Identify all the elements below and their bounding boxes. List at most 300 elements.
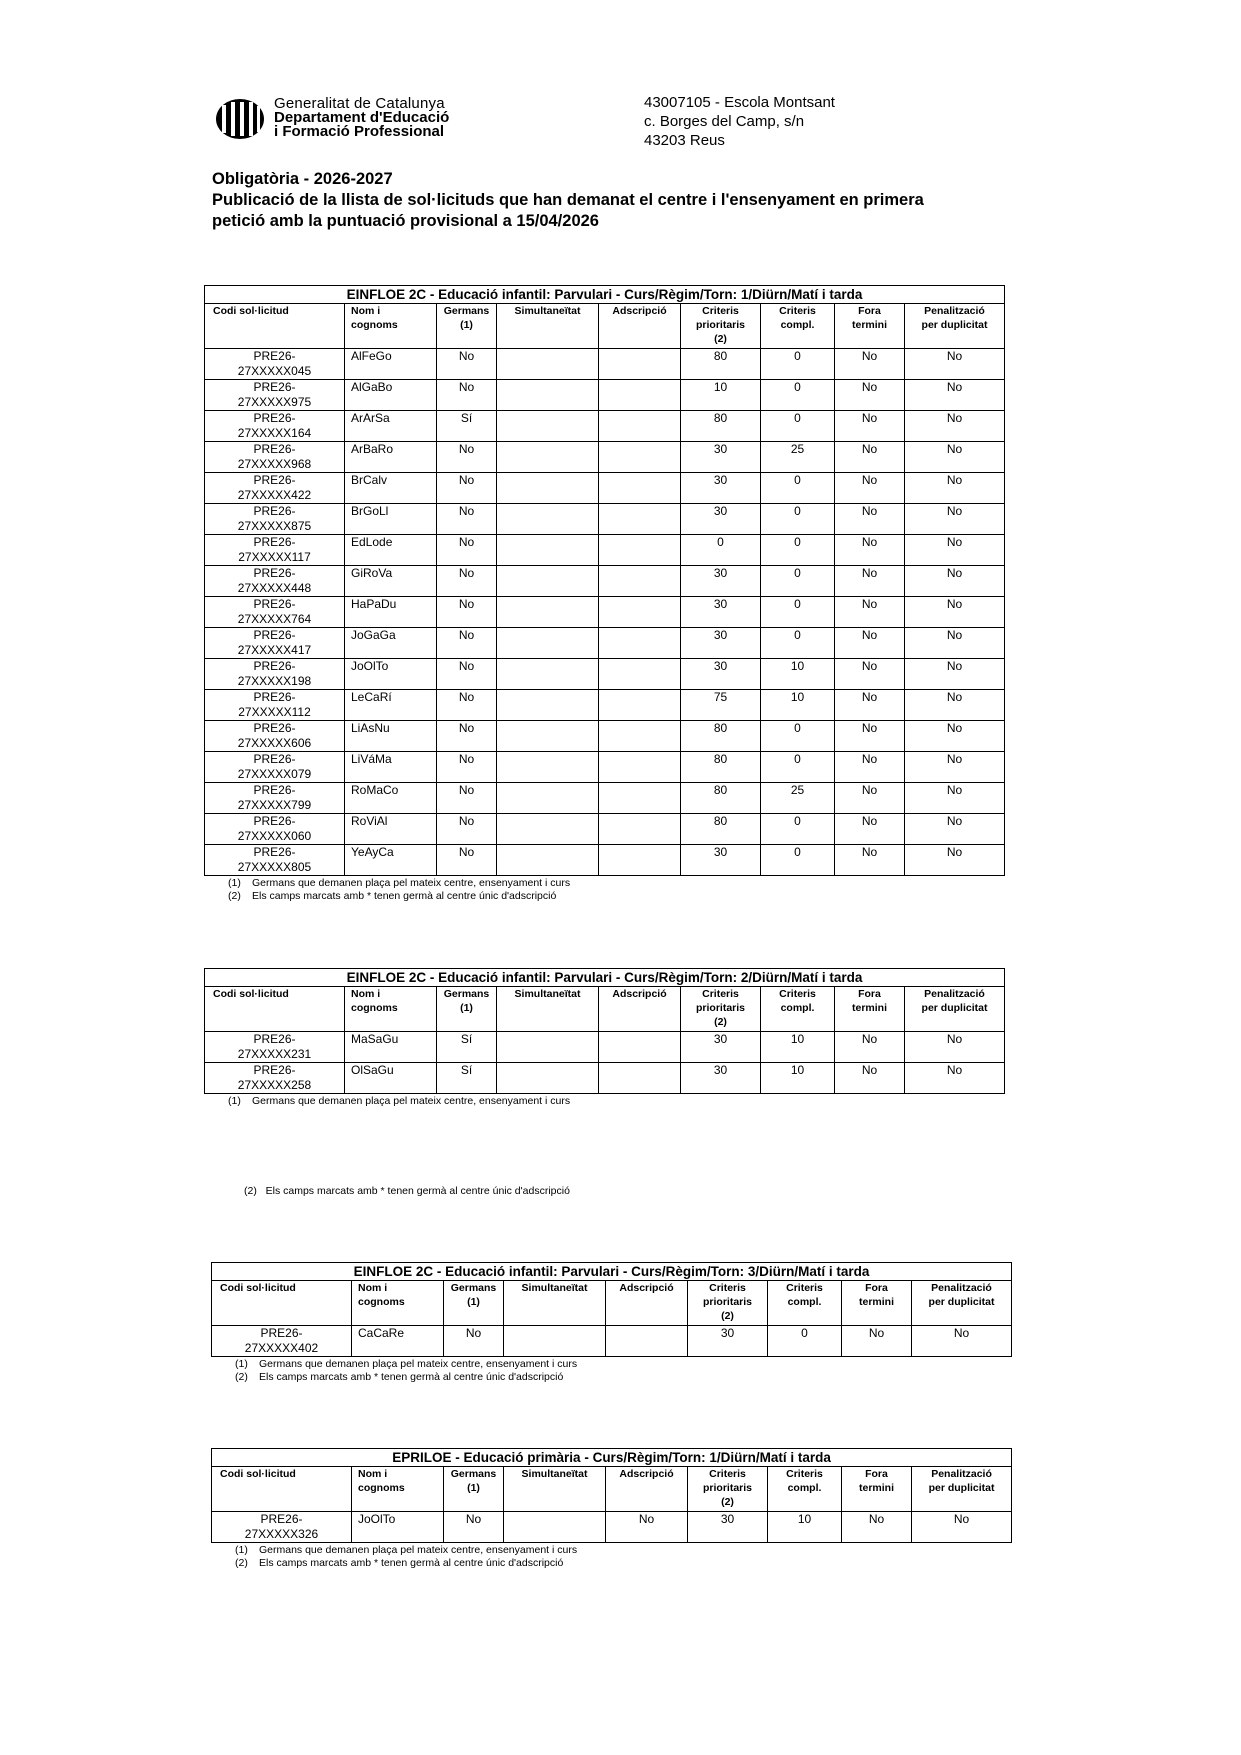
header-text: cognoms	[358, 1482, 405, 1494]
col-adscription	[599, 987, 681, 1032]
footnote-text: Germans que demanen plaça pel mateix centre, ensenyament i curs	[252, 1095, 571, 1107]
cell-name: GiRoVa	[345, 566, 437, 597]
header-text: Codi sol·licitud	[213, 305, 289, 317]
col-simultaneity	[497, 304, 599, 349]
header-text: Criteris	[786, 1282, 823, 1294]
cell-name: AlGaBo	[345, 380, 437, 411]
application-table	[211, 1262, 1012, 1357]
col-compl	[768, 1467, 842, 1512]
page-heading	[212, 169, 924, 232]
code-part-2: 27XXXXX975	[237, 395, 312, 409]
cell-siblings: No	[437, 721, 497, 752]
cell-adscription	[599, 597, 681, 628]
table-footnotes	[211, 1358, 1011, 1384]
cell-compl: 0	[761, 814, 835, 845]
header-text: termini	[851, 319, 887, 331]
table-row	[212, 1326, 1012, 1357]
cell-priority: 30	[681, 566, 761, 597]
table-row	[205, 690, 1005, 721]
col-penalty	[912, 1467, 1012, 1512]
col-late	[842, 1281, 912, 1326]
header-text: Penalització	[931, 1468, 992, 1480]
heading-line-3: petició amb la puntuació provisional a 15/04/2026	[212, 212, 599, 230]
cell-compl: 25	[761, 442, 835, 473]
table-row	[205, 845, 1005, 876]
cell-siblings: No	[437, 628, 497, 659]
code-part-2: 27XXXXX606	[237, 736, 312, 750]
col-simultaneity	[497, 987, 599, 1032]
col-code	[205, 304, 345, 349]
table-row	[205, 473, 1005, 504]
cell-late: No	[835, 1063, 905, 1094]
cell-simultaneity	[504, 1326, 606, 1357]
cell-name: EdLode	[345, 535, 437, 566]
cell-compl: 0	[761, 535, 835, 566]
code-part-2: 27XXXXX448	[237, 581, 312, 595]
generalitat-logo	[214, 97, 449, 141]
code-part-2: 27XXXXX799	[237, 798, 312, 812]
col-penalty	[912, 1281, 1012, 1326]
header-text: Nom i	[358, 1282, 388, 1294]
cell-penalty: No	[905, 380, 1005, 411]
cell-priority: 30	[681, 1032, 761, 1063]
code-part-2: 27XXXXX875	[237, 519, 312, 533]
footnote-1	[235, 1358, 1011, 1371]
header-text: prioritaris	[702, 1482, 752, 1494]
header-text: Criteris	[709, 1468, 746, 1480]
col-priority	[688, 1467, 768, 1512]
cell-simultaneity	[497, 535, 599, 566]
col-code	[212, 1281, 352, 1326]
header-text: prioritaris	[695, 1002, 745, 1014]
header-text: (1)	[460, 319, 473, 331]
footnote-1	[228, 877, 1004, 890]
cell-code	[205, 411, 345, 442]
cell-siblings: No	[437, 845, 497, 876]
cell-siblings: No	[437, 597, 497, 628]
school-address: c. Borges del Camp, s/n	[644, 113, 805, 130]
cell-name: ArBaRo	[345, 442, 437, 473]
code-part-2: 27XXXXX805	[237, 860, 312, 874]
cell-priority: 80	[681, 752, 761, 783]
footnote-2	[228, 890, 1004, 903]
table-row	[205, 1063, 1005, 1094]
code-part-1: PRE26-	[253, 845, 296, 859]
cell-late: No	[842, 1326, 912, 1357]
header-text: (2)	[721, 1310, 734, 1322]
code-part-2: 27XXXXX422	[237, 488, 312, 502]
cell-priority: 30	[681, 845, 761, 876]
cell-compl: 10	[761, 1063, 835, 1094]
header-text: Codi sol·licitud	[220, 1282, 296, 1294]
header-text: Germans	[443, 988, 490, 1000]
cell-simultaneity	[497, 411, 599, 442]
cell-simultaneity	[497, 1063, 599, 1094]
cell-compl: 0	[761, 628, 835, 659]
cell-simultaneity	[497, 814, 599, 845]
cell-late: No	[835, 504, 905, 535]
cell-late: No	[835, 783, 905, 814]
header-text: Criteris	[702, 988, 739, 1000]
cell-adscription: No	[606, 1512, 688, 1543]
code-part-1: PRE26-	[253, 690, 296, 704]
cell-name: ArArSa	[345, 411, 437, 442]
cell-priority: 30	[681, 504, 761, 535]
header-text: compl.	[787, 1296, 822, 1308]
cell-simultaneity	[497, 845, 599, 876]
cell-name: YeAyCa	[345, 845, 437, 876]
code-part-2: 27XXXXX402	[244, 1341, 319, 1355]
logo-line-1: Generalitat de Catalunya	[274, 95, 445, 112]
table-row	[205, 659, 1005, 690]
cell-late: No	[835, 752, 905, 783]
cell-priority: 80	[681, 814, 761, 845]
header-text: per duplicitat	[921, 1002, 988, 1014]
cell-compl: 0	[761, 473, 835, 504]
code-part-1: PRE26-	[253, 349, 296, 363]
cell-code	[205, 473, 345, 504]
cell-late: No	[835, 442, 905, 473]
footnote-number: (1)	[228, 1095, 241, 1107]
cell-late: No	[835, 535, 905, 566]
cell-adscription	[599, 690, 681, 721]
cell-code	[212, 1326, 352, 1357]
header-text: termini	[858, 1296, 894, 1308]
cell-adscription	[599, 349, 681, 380]
cell-siblings: No	[437, 442, 497, 473]
cell-code	[205, 1063, 345, 1094]
code-part-2: 27XXXXX117	[238, 550, 311, 564]
cell-code	[205, 690, 345, 721]
cell-adscription	[599, 504, 681, 535]
cell-priority: 30	[681, 628, 761, 659]
header-text: termini	[851, 1002, 887, 1014]
cell-siblings: Sí	[437, 1063, 497, 1094]
col-name	[345, 987, 437, 1032]
cell-name: LeCaRí	[345, 690, 437, 721]
cell-late: No	[835, 473, 905, 504]
cell-adscription	[606, 1326, 688, 1357]
cell-siblings: No	[437, 566, 497, 597]
code-part-2: 27XXXXX968	[237, 457, 312, 471]
cell-penalty: No	[905, 504, 1005, 535]
code-part-1: PRE26-	[260, 1326, 303, 1340]
col-compl	[768, 1281, 842, 1326]
cell-compl: 0	[761, 752, 835, 783]
table-row	[205, 535, 1005, 566]
footnote-2-standalone: (2) Els camps marcats amb * tenen germà al centre únic d'adscripció	[244, 1185, 570, 1197]
table-row	[205, 411, 1005, 442]
code-part-1: PRE26-	[253, 783, 296, 797]
header-text: (2)	[721, 1496, 734, 1508]
table-row	[205, 442, 1005, 473]
header-text: per duplicitat	[928, 1482, 995, 1494]
header-text: (2)	[714, 333, 727, 345]
cell-penalty: No	[905, 845, 1005, 876]
cell-late: No	[835, 845, 905, 876]
cell-penalty: No	[905, 597, 1005, 628]
cell-adscription	[599, 845, 681, 876]
code-part-1: PRE26-	[253, 752, 296, 766]
cell-penalty: No	[905, 721, 1005, 752]
header-text: Simultaneïtat	[521, 1282, 588, 1294]
cell-compl: 0	[761, 845, 835, 876]
header-text: Criteris	[709, 1282, 746, 1294]
cell-simultaneity	[497, 1032, 599, 1063]
cell-adscription	[599, 752, 681, 783]
header-text: Germans	[450, 1468, 497, 1480]
application-table-block	[211, 1448, 1011, 1570]
cell-name: OlSaGu	[345, 1063, 437, 1094]
cell-adscription	[599, 380, 681, 411]
cell-penalty: No	[905, 690, 1005, 721]
code-part-2: 27XXXXX079	[237, 767, 312, 781]
cell-simultaneity	[497, 473, 599, 504]
cell-simultaneity	[497, 349, 599, 380]
cell-penalty: No	[905, 566, 1005, 597]
cell-compl: 0	[761, 597, 835, 628]
cell-code	[205, 628, 345, 659]
cell-priority: 30	[681, 442, 761, 473]
cell-name: JoGaGa	[345, 628, 437, 659]
table-row	[205, 783, 1005, 814]
footnote-2	[235, 1371, 1011, 1384]
cell-name: BrCalv	[345, 473, 437, 504]
header-text: Nom i	[358, 1468, 388, 1480]
col-late	[842, 1467, 912, 1512]
footnote-text: Els camps marcats amb * tenen germà al centre únic d'adscripció	[252, 890, 557, 902]
logo-line-3: i Formació Professional	[274, 123, 445, 140]
col-siblings	[437, 304, 497, 349]
header-text: Nom i	[351, 988, 381, 1000]
table-title: EINFLOE 2C - Educació infantil: Parvulari - Curs/Règim/Torn: 2/Diürn/Matí i tarda	[205, 969, 1005, 987]
generalitat-emblem-icon	[214, 97, 266, 141]
header-text: (1)	[460, 1002, 473, 1014]
school-city: 43203 Reus	[644, 132, 725, 149]
cell-siblings: No	[444, 1326, 504, 1357]
header-text: compl.	[787, 1482, 822, 1494]
cell-penalty: No	[905, 628, 1005, 659]
cell-siblings: No	[437, 814, 497, 845]
code-part-1: PRE26-	[253, 721, 296, 735]
cell-code	[212, 1512, 352, 1543]
cell-compl: 10	[761, 659, 835, 690]
cell-compl: 10	[761, 690, 835, 721]
cell-simultaneity	[497, 721, 599, 752]
application-table-block	[204, 285, 1004, 903]
header-text: Nom i	[351, 305, 381, 317]
header-text: Simultaneïtat	[514, 988, 581, 1000]
header-text: Codi sol·licitud	[213, 988, 289, 1000]
cell-late: No	[835, 814, 905, 845]
table-footnotes	[204, 877, 1004, 903]
cell-code	[205, 349, 345, 380]
footnote-text: Els camps marcats amb * tenen germà al centre únic d'adscripció	[259, 1371, 564, 1383]
cell-compl: 0	[768, 1326, 842, 1357]
header-text: Germans	[443, 305, 490, 317]
application-table	[204, 285, 1005, 876]
col-late	[835, 304, 905, 349]
cell-priority: 30	[681, 659, 761, 690]
cell-siblings: No	[437, 752, 497, 783]
cell-penalty: No	[905, 783, 1005, 814]
cell-penalty: No	[905, 442, 1005, 473]
cell-penalty: No	[905, 659, 1005, 690]
header-text: compl.	[780, 1002, 815, 1014]
cell-code	[205, 752, 345, 783]
cell-siblings: No	[437, 473, 497, 504]
code-part-2: 27XXXXX417	[237, 643, 312, 657]
footnote-number: (1)	[228, 877, 241, 889]
footnote-text: Germans que demanen plaça pel mateix centre, ensenyament i curs	[252, 877, 571, 889]
application-table	[211, 1448, 1012, 1543]
table-header-row	[205, 304, 1005, 349]
col-penalty	[905, 304, 1005, 349]
cell-code	[205, 659, 345, 690]
header-text: Adscripció	[612, 988, 667, 1000]
footnote-2	[235, 1557, 1011, 1570]
cell-adscription	[599, 1032, 681, 1063]
cell-penalty: No	[912, 1326, 1012, 1357]
cell-penalty: No	[905, 349, 1005, 380]
cell-penalty: No	[905, 814, 1005, 845]
application-table-block	[204, 968, 1004, 1108]
cell-code	[205, 597, 345, 628]
header-text: Criteris	[779, 305, 816, 317]
header-text: (1)	[467, 1296, 480, 1308]
header-text: prioritaris	[702, 1296, 752, 1308]
col-penalty	[905, 987, 1005, 1032]
cell-priority: 80	[681, 783, 761, 814]
table-footnotes	[204, 1095, 1004, 1108]
table-header-row	[212, 1281, 1012, 1326]
code-part-1: PRE26-	[253, 380, 296, 394]
footnote-number: (2)	[235, 1371, 248, 1383]
code-part-2: 27XXXXX231	[237, 1047, 312, 1061]
cell-code	[205, 535, 345, 566]
heading-line-1: Obligatòria - 2026-2027	[212, 170, 393, 188]
cell-adscription	[599, 659, 681, 690]
cell-name: MaSaGu	[345, 1032, 437, 1063]
cell-penalty: No	[905, 1063, 1005, 1094]
footnote-number: (2)	[235, 1557, 248, 1569]
header-text: Penalització	[924, 988, 985, 1000]
code-part-2: 27XXXXX164	[237, 426, 312, 440]
header-text: Adscripció	[619, 1468, 674, 1480]
code-part-2: 27XXXXX764	[237, 612, 312, 626]
cell-adscription	[599, 473, 681, 504]
cell-code	[205, 721, 345, 752]
header-text: Fora	[858, 305, 881, 317]
footnote-number: (1)	[235, 1358, 248, 1370]
cell-siblings: No	[437, 783, 497, 814]
cell-simultaneity	[497, 690, 599, 721]
col-siblings	[444, 1281, 504, 1326]
cell-compl: 25	[761, 783, 835, 814]
cell-priority: 0	[681, 535, 761, 566]
cell-siblings: No	[444, 1512, 504, 1543]
col-name	[352, 1281, 444, 1326]
cell-late: No	[842, 1512, 912, 1543]
code-part-1: PRE26-	[253, 597, 296, 611]
cell-priority: 30	[681, 1063, 761, 1094]
cell-code	[205, 566, 345, 597]
table-title: EINFLOE 2C - Educació infantil: Parvulari - Curs/Règim/Torn: 3/Diürn/Matí i tarda	[212, 1263, 1012, 1281]
cell-late: No	[835, 566, 905, 597]
footnote-text: Els camps marcats amb * tenen germà al centre únic d'adscripció	[259, 1557, 564, 1569]
col-simultaneity	[504, 1467, 606, 1512]
header-text: Criteris	[786, 1468, 823, 1480]
cell-penalty: No	[905, 752, 1005, 783]
header-text: Simultaneïtat	[514, 305, 581, 317]
cell-simultaneity	[497, 628, 599, 659]
cell-siblings: No	[437, 659, 497, 690]
cell-late: No	[835, 721, 905, 752]
header-text: (2)	[714, 1016, 727, 1028]
table-header-row	[205, 987, 1005, 1032]
cell-code	[205, 845, 345, 876]
cell-name: HaPaDu	[345, 597, 437, 628]
header-text: per duplicitat	[921, 319, 988, 331]
header-text: (1)	[467, 1482, 480, 1494]
header-text: Penalització	[931, 1282, 992, 1294]
header-text: Codi sol·licitud	[220, 1468, 296, 1480]
cell-penalty: No	[905, 535, 1005, 566]
cell-simultaneity	[497, 659, 599, 690]
cell-priority: 30	[688, 1512, 768, 1543]
cell-name: RoViAl	[345, 814, 437, 845]
code-part-1: PRE26-	[253, 659, 296, 673]
cell-adscription	[599, 1063, 681, 1094]
application-table	[204, 968, 1005, 1094]
cell-priority: 80	[681, 349, 761, 380]
col-siblings	[437, 987, 497, 1032]
cell-code	[205, 1032, 345, 1063]
code-part-2: 27XXXXX326	[244, 1527, 319, 1541]
header-text: prioritaris	[695, 319, 745, 331]
col-code	[205, 987, 345, 1032]
code-part-1: PRE26-	[253, 1032, 296, 1046]
cell-adscription	[599, 814, 681, 845]
table-row	[205, 1032, 1005, 1063]
col-adscription	[606, 1467, 688, 1512]
cell-priority: 30	[681, 473, 761, 504]
cell-late: No	[835, 628, 905, 659]
code-part-1: PRE26-	[253, 411, 296, 425]
cell-siblings: Sí	[437, 1032, 497, 1063]
cell-simultaneity	[497, 442, 599, 473]
cell-simultaneity	[497, 752, 599, 783]
cell-siblings: No	[437, 504, 497, 535]
cell-compl: 0	[761, 349, 835, 380]
code-part-1: PRE26-	[253, 504, 296, 518]
table-title: EPRILOE - Educació primària - Curs/Règim/Torn: 1/Diürn/Matí i tarda	[212, 1449, 1012, 1467]
header-text: per duplicitat	[928, 1296, 995, 1308]
header-text: Penalització	[924, 305, 985, 317]
table-row	[205, 721, 1005, 752]
code-part-1: PRE26-	[253, 1063, 296, 1077]
table-header-row	[212, 1467, 1012, 1512]
code-part-2: 27XXXXX112	[238, 705, 311, 719]
cell-compl: 10	[768, 1512, 842, 1543]
cell-penalty: No	[905, 1032, 1005, 1063]
cell-compl: 0	[761, 411, 835, 442]
header-text: Simultaneïtat	[521, 1468, 588, 1480]
cell-name: JoOlTo	[352, 1512, 444, 1543]
cell-compl: 0	[761, 380, 835, 411]
cell-penalty: No	[912, 1512, 1012, 1543]
cell-priority: 30	[681, 597, 761, 628]
